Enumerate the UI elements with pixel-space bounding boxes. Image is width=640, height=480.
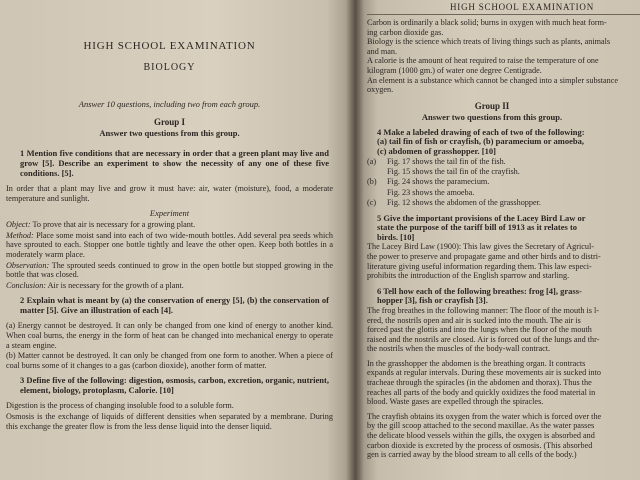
- answer-6-crayfish: [367, 412, 640, 460]
- list-item: [367, 177, 640, 186]
- answer-6-grasshopper: [367, 359, 640, 407]
- observation-text: The sprouted seeds continued to grow in the open bottle but stopped growing in the bottle that was closed.: [6, 260, 333, 280]
- object-label: Object:: [6, 220, 31, 230]
- text-line: raised and the nostrils are closed. Air is forced out of the lungs and thr-: [367, 334, 600, 344]
- list-item-key: (a): [367, 156, 377, 166]
- running-header: HIGH SCHOOL EXAMINATION: [367, 2, 640, 15]
- experiment-heading: Experiment: [149, 208, 190, 219]
- conclusion-label: Conclusion:: [6, 280, 47, 290]
- conclusion-text: Air is necessary for the growth of a plant.: [47, 280, 184, 290]
- question-3: 3 Define five of the following: digestion, osmosis, carbon, excretion, organic, nutrient, element, biology, protoplasm, Calorie. [10]: [20, 375, 329, 396]
- group-title-2: Group II: [474, 100, 510, 111]
- question-4: [367, 128, 640, 157]
- text-line: The Lacey Bird Law (1900): This law gives the Secretary of Agricul-: [367, 242, 594, 252]
- text-line: and man.: [367, 46, 398, 56]
- text-line: prohibits the introduction of the English sparrow and starling.: [367, 271, 570, 281]
- list-item: [367, 198, 640, 207]
- subject-title: BIOLOGY: [143, 62, 196, 73]
- text-line: An element is a substance which cannot be changed into a simpler substance: [367, 75, 619, 85]
- group-instruction-2: Answer two questions from this group.: [421, 111, 563, 122]
- text-line: carbon dioxide is excreted by the process of osmosis. (This absorbed: [367, 440, 593, 450]
- page-header: HIGH SCHOOL EXAMINATION: [83, 40, 256, 52]
- text-line: literature giving useful information regarding them. This law especi-: [367, 261, 592, 271]
- answer-3-osmosis: Osmosis is the exchange of liquids of different densities when separated by a membrane. During this exchange the greater flow is from the less dense liquid into the denser liquid.: [6, 411, 333, 431]
- text-line: The frog breathes in the following manner: The floor of the mouth is l-: [367, 305, 599, 315]
- object-text: To prove that air is necessary for a growing plant.: [32, 220, 196, 230]
- list-item-key: [367, 188, 387, 197]
- answer-4-list: [367, 157, 640, 208]
- text-line: The crayfish obtains its oxygen from the water which is forced over the: [367, 411, 602, 421]
- list-item-text: Fig. 12 shows the abdomen of the grasshopper.: [387, 198, 541, 208]
- list-item-text: Fig. 24 shows the paramecium.: [387, 177, 490, 187]
- list-item: [367, 167, 640, 176]
- text-line: gen is carried away by the blood stream to all cells of the body.): [367, 450, 577, 460]
- text-line: blood. Waste gases are expelled through the spiracles.: [367, 397, 544, 407]
- list-item-text: Fig. 17 shows the tail fin of the fish.: [387, 156, 506, 166]
- answer-2b: (b) Matter cannot be destroyed. It can only be changed from one form to another. When a piece of coal burns some of it changes to a gas (carbon dioxide), another form of matter.: [6, 351, 333, 370]
- text-line: A calorie is the amount of heat required to raise the temperature of one: [367, 56, 599, 66]
- right-page: [355, 0, 640, 480]
- exam-instruction: Answer 10 questions, including two from each group.: [78, 99, 261, 109]
- text-line: by the gill scoop attached to the second maxillae. As the water passes: [367, 421, 595, 431]
- right-page-text: [367, 18, 640, 460]
- question-2: 2 Explain what is meant by (a) the conservation of energy [5], (b) the conservation of matter [5]. Give an illustration of each [4].: [20, 295, 329, 316]
- text-line: reaches all parts of the body and quickly oxidizes the food material in: [367, 387, 596, 397]
- experiment-conclusion: [6, 281, 333, 291]
- question-line: (c) abdomen of grasshopper. [10]: [377, 145, 496, 156]
- group-title: Group I: [153, 117, 186, 127]
- group-instruction: Answer two questions from this group.: [99, 128, 240, 138]
- observation-label: Observation:: [6, 260, 50, 270]
- question-line: birds. [10]: [377, 231, 415, 242]
- list-item-text: Fig. 15 shows the tail fin of the crayfish.: [387, 166, 520, 176]
- text-line: Biology is the science which treats of living things such as plants, animals: [367, 37, 611, 47]
- question-5: [367, 214, 640, 243]
- list-item: [367, 188, 640, 197]
- text-line: oxygen.: [367, 85, 394, 95]
- answer-3-digestion: Digestion is the process of changing insoluble food to a soluble form.: [6, 401, 234, 411]
- experiment-observation: [6, 261, 333, 280]
- question-line: 6 Tell how each of the following breathes: frog [4], grass-: [377, 285, 582, 296]
- text-line: Carbon is ordinarily a black solid; burns in oxygen with much heat form-: [367, 18, 607, 27]
- list-item-key: [367, 167, 387, 176]
- text-line: tracheae through the spiracles (in the abdomen and thorax). Thus the: [367, 378, 592, 388]
- text-line: expands at regular intervals. During these movements air is sucked into: [367, 368, 601, 378]
- definitions-block: [367, 18, 640, 95]
- question-line: 5 Give the important provisions of the Lacey Bird Law or: [377, 212, 586, 223]
- text-line: the power to preserve and propagate game and other birds and to distri-: [367, 251, 601, 261]
- text-line: kilogram (1000 gm.) of water one degree Centigrade.: [367, 65, 542, 75]
- text-line: ing carbon dioxide gas.: [367, 27, 444, 37]
- text-line: ered, the nostrils open and air is sucked into the mouth. The air is: [367, 315, 581, 325]
- list-item-text: Fig. 23 shows the amoeba.: [387, 187, 475, 197]
- answer-6-frog: [367, 306, 640, 354]
- method-text: Place some moist sand into each of two wide-mouth bottles. Add several pea seeds which have sprouted to each. Stopper one bottle tightly and leave the other open. Keep both bottles in a moderately warm place.: [6, 230, 334, 259]
- text-line: forced past the glottis and into the lungs when the floor of the mouth: [367, 325, 592, 335]
- list-item-key: (c): [367, 198, 377, 208]
- question-line: 4 Make a labeled drawing of each of two of the following:: [377, 126, 585, 137]
- question-line: hopper [3], fish or crayfish [3].: [377, 295, 488, 306]
- list-item-key: (b): [367, 177, 377, 187]
- question-line: (a) tail fin of fish or crayfish, (b) paramecium or amoeba,: [377, 136, 584, 147]
- answer-1: In order that a plant may live and grow it must have: air, water (moisture), food, a moderate temperature and sunlight.: [6, 184, 333, 203]
- experiment-method: [6, 231, 333, 260]
- experiment-object: [6, 220, 333, 230]
- text-line: In the grasshopper the abdomen is the breathing organ. It contracts: [367, 358, 586, 368]
- text-line: the nostrils when the muscles of the body-wall contract.: [367, 344, 551, 354]
- list-item: [367, 157, 640, 166]
- question-1: 1 Mention five conditions that are necessary in order that a green plant may live and grow [5]. Describe an experiment to show the necessity of any one of these five conditions. [5].: [20, 148, 329, 178]
- method-label: Method:: [6, 230, 34, 240]
- answer-2a: (a) Energy cannot be destroyed. It can only be changed from one kind of energy to another kind. When coal burns, the energy in the form of heat can be changed into mechanical energy to operate a steam engine.: [6, 321, 333, 350]
- question-line: state the purpose of the tariff bill of 1913 as it relates to: [377, 222, 578, 233]
- answer-5: [367, 242, 640, 280]
- text-line: the delicate blood vessels within the gills, the oxygen is absorbed and: [367, 431, 595, 441]
- question-6: [367, 287, 640, 306]
